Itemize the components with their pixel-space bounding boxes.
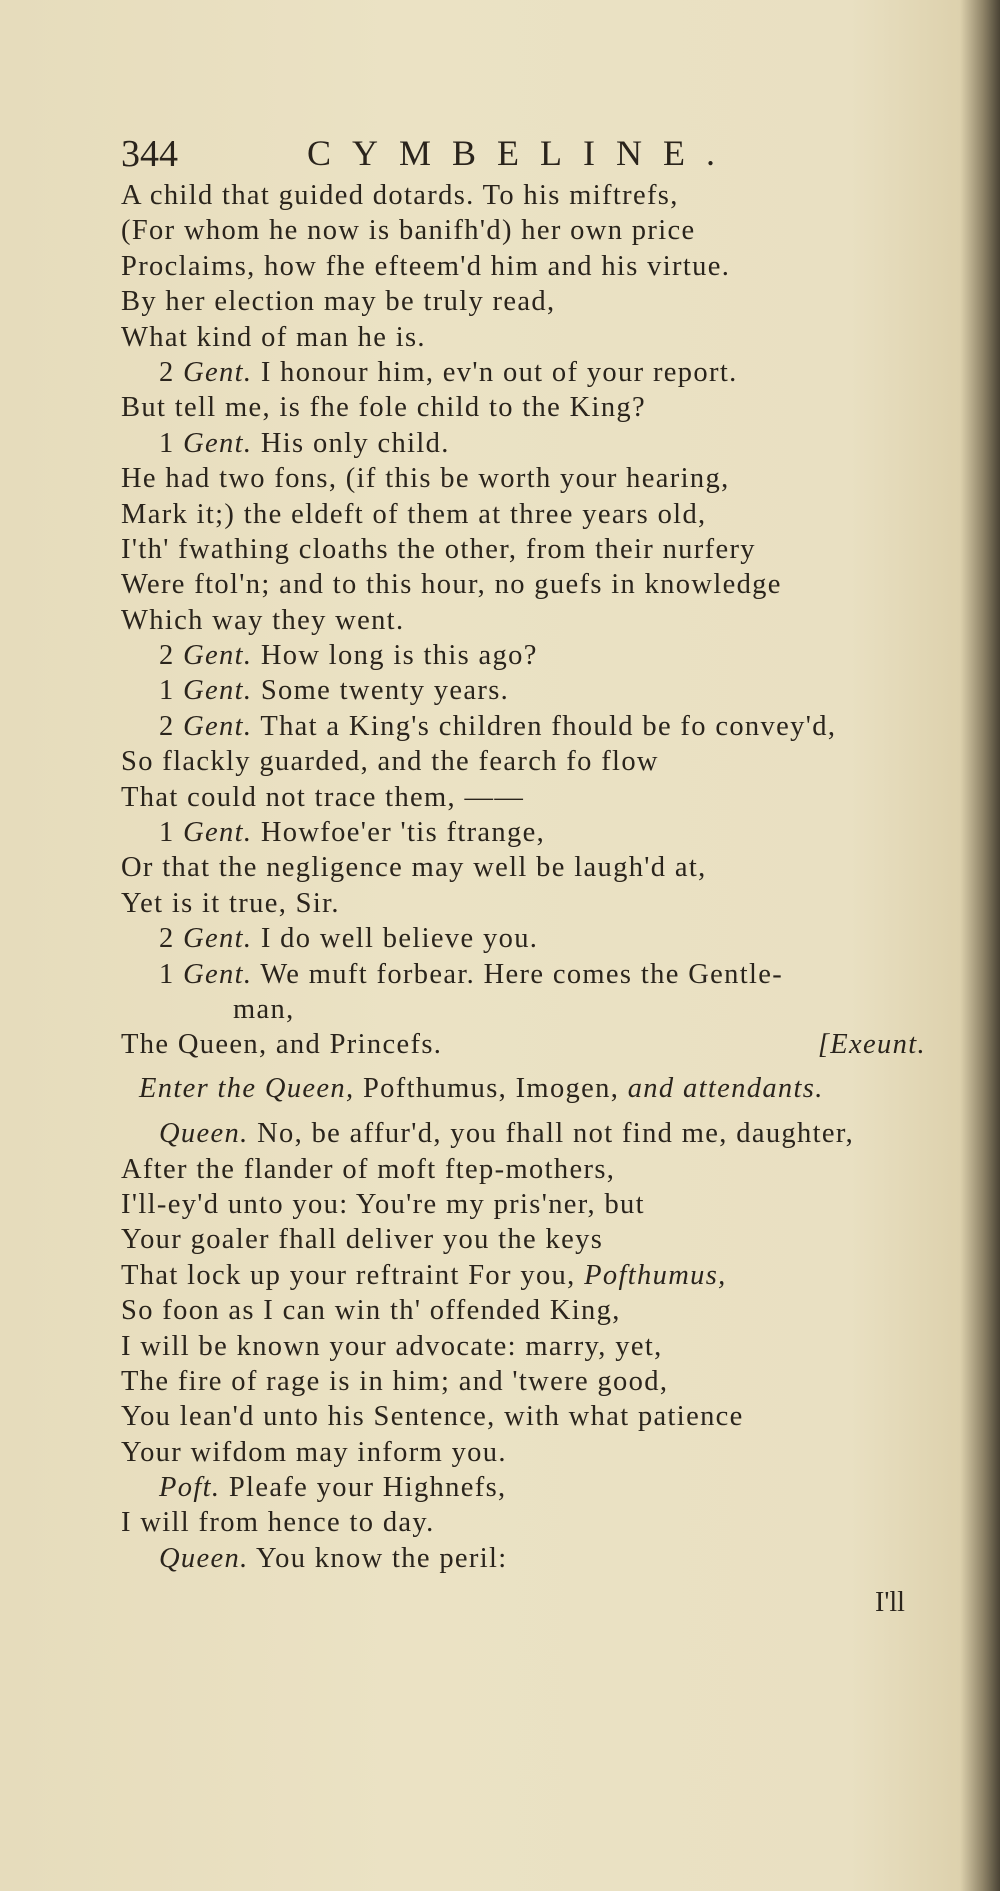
verse-line: [121, 1187, 926, 1222]
line-text: That could not trace them, ——: [121, 781, 525, 813]
speaker-name: Gent.: [183, 710, 253, 742]
verse-line: [121, 886, 926, 921]
character-name: Pofthumus,: [584, 1259, 727, 1291]
line-text: Howfoe'er 'tis ftrange,: [260, 817, 546, 849]
verse-line: [121, 567, 926, 602]
line-text: You lean'd unto his Sentence, with what patience: [121, 1401, 744, 1433]
verse-line: [121, 1364, 926, 1399]
line-text: You know the peril:: [256, 1542, 508, 1574]
page-number: 344: [121, 133, 178, 175]
verse-line: [121, 603, 926, 638]
verse-line: [121, 320, 926, 355]
verse-line: [121, 284, 926, 319]
line-text: That lock up your reftraint For you,: [121, 1259, 585, 1291]
continuation-line: [121, 992, 926, 1027]
speaker-name: Gent.: [183, 356, 253, 388]
line-text: Proclaims, how fhe efteem'd him and his virtue.: [121, 250, 731, 282]
line-text: By her election may be truly read,: [121, 286, 556, 318]
line-text: The Queen, and Princefs.: [121, 1029, 443, 1061]
line-text: I will be known your advocate: marry, yet,: [121, 1330, 663, 1362]
speaker-name: Gent.: [183, 675, 253, 707]
speech-line: [121, 426, 926, 461]
speaker-number: 2: [159, 356, 184, 388]
line-text: Yet is it true, Sir.: [121, 887, 340, 919]
speech-line: [121, 815, 926, 850]
speaker-number: 2: [159, 923, 184, 955]
verse-line: [121, 390, 926, 425]
exit-direction: [Exeunt.: [817, 1029, 926, 1061]
line-text: man,: [233, 993, 295, 1025]
line-text: Were ftol'n; and to this hour, no guefs in knowledge: [121, 569, 782, 601]
verse-line: [121, 497, 926, 532]
speaker-number: 2: [159, 710, 184, 742]
line-text: We muft forbear. Here comes the Gentle-: [260, 958, 784, 990]
running-header: [121, 132, 941, 176]
speech-line: [121, 1116, 926, 1151]
line-text: I honour him, ev'n out of your report.: [260, 356, 738, 388]
speaker-number: 1: [159, 958, 184, 990]
speaker-name: Queen.: [159, 1118, 249, 1150]
line-text: So flackly guarded, and the fearch fo flow: [121, 746, 659, 778]
speaker-name: Gent.: [183, 923, 253, 955]
verse-line: [121, 461, 926, 496]
line-text: A child that guided dotards. To his miftrefs,: [121, 180, 679, 211]
line-text: But tell me, is fhe fole child to the King?: [121, 392, 647, 424]
speech-line: [121, 638, 926, 673]
speech-line: [121, 709, 926, 744]
verse-line: [121, 850, 926, 885]
verse-line: [121, 1293, 926, 1328]
line-text: I will from hence to day.: [121, 1507, 435, 1539]
line-text: He had two fons, (if this be worth your hearing,: [121, 463, 730, 495]
speaker-name: Gent.: [183, 958, 253, 990]
line-text: Some twenty years.: [260, 675, 510, 707]
stage-direction: [121, 1071, 926, 1106]
speech-line: [121, 355, 926, 390]
verse-line: [121, 1399, 926, 1434]
verse-line: [121, 249, 926, 284]
line-text: So foon as I can win th' offended King,: [121, 1295, 621, 1327]
speech-line: [121, 921, 926, 956]
speaker-name: Gent.: [183, 427, 253, 459]
play-text: [121, 178, 926, 1576]
speaker-number: 2: [159, 640, 184, 672]
verse-line: [121, 213, 926, 248]
stage-direction-part: Pofthumus, Imogen,: [362, 1072, 628, 1104]
verse-line: [121, 532, 926, 567]
verse-line: [121, 780, 926, 815]
verse-line: [121, 1222, 926, 1257]
speaker-name: Poft.: [159, 1472, 221, 1504]
line-text: Mark it;) the eldeft of them at three years old,: [121, 498, 707, 530]
verse-line: [121, 1152, 926, 1187]
line-text: Your goaler fhall deliver you the keys: [121, 1224, 604, 1256]
verse-line: [121, 178, 926, 213]
speaker-number: 1: [159, 427, 184, 459]
verse-line: [121, 1258, 926, 1293]
line-text: Or that the negligence may well be laugh'd at,: [121, 852, 707, 884]
exit-line: [121, 1027, 926, 1062]
line-text: Which way they went.: [121, 604, 405, 636]
line-text: His only child.: [260, 427, 450, 459]
verse-line: [121, 744, 926, 779]
line-text: No, be affur'd, you fhall not find me, daughter,: [257, 1118, 855, 1150]
speaker-name: Gent.: [183, 817, 253, 849]
line-text: How long is this ago?: [260, 640, 538, 672]
line-text: The fire of rage is in him; and 'twere good,: [121, 1365, 669, 1397]
speech-line: [121, 1541, 926, 1576]
speaker-number: 1: [159, 675, 184, 707]
running-title: CYMBELINE.: [307, 133, 736, 173]
speaker-number: 1: [159, 817, 184, 849]
speaker-name: Gent.: [183, 640, 253, 672]
line-text: That a King's children fhould be fo convey'd,: [260, 710, 837, 742]
verse-line: [121, 1435, 926, 1470]
verse-line: [121, 1505, 926, 1540]
line-text: Your wifdom may inform you.: [121, 1436, 507, 1468]
line-text: I'll-ey'd unto you: You're my pris'ner, but: [121, 1188, 645, 1220]
stage-direction-part: Enter the Queen,: [139, 1072, 363, 1104]
verse-line: [121, 1329, 926, 1364]
stage-direction-part: and attendants.: [627, 1072, 824, 1104]
line-text: After the flander of moft ftep-mothers,: [121, 1153, 616, 1185]
speech-line: [121, 673, 926, 708]
speaker-name: Queen.: [159, 1542, 249, 1574]
catchword: I'll: [875, 1587, 905, 1618]
speech-line: [121, 1470, 926, 1505]
speech-line: [121, 957, 926, 992]
line-text: Pleafe your Highnefs,: [228, 1472, 507, 1504]
line-text: I do well believe you.: [260, 923, 539, 955]
line-text: (For whom he now is banifh'd) her own price: [121, 215, 696, 247]
line-text: I'th' fwathing cloaths the other, from their nurfery: [121, 533, 756, 565]
line-text: What kind of man he is.: [121, 321, 426, 353]
